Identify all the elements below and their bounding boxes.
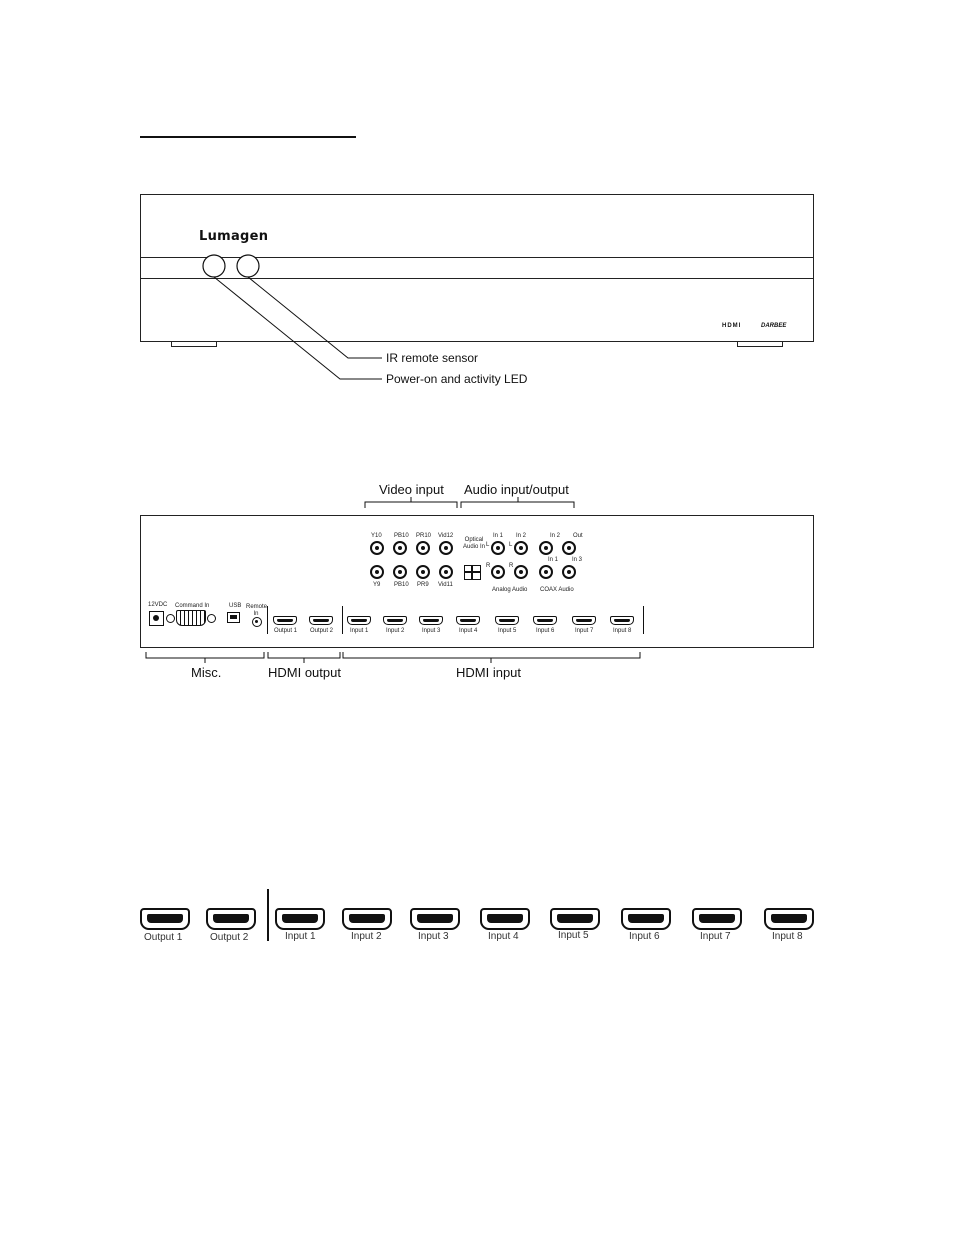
- rear-hdmi-input-8: [610, 616, 634, 625]
- rear-hdmi-label-input-5: Input 5: [498, 628, 517, 634]
- coax-jack-in1: [539, 565, 553, 579]
- rear-hdmi-input-2: [383, 616, 407, 625]
- rear-hdmi-label-input-3: Input 3: [422, 628, 441, 634]
- video-bottom-label-2: PB10: [394, 582, 409, 588]
- serial-port: [176, 610, 206, 626]
- closeup-hdmi-input-1: [275, 908, 325, 930]
- audio-top-label-3: In 2: [550, 533, 561, 539]
- coax-jack-out: [562, 541, 576, 555]
- closeup-hdmi-input-7: [692, 908, 742, 930]
- video-jack-y9: [370, 565, 384, 579]
- video-jack-vid12: [439, 541, 453, 555]
- coax-audio-label: COAX Audio: [540, 587, 574, 593]
- rear-hdmi-input-7: [572, 616, 596, 625]
- video-jack-pb10b: [393, 565, 407, 579]
- coax-jack-in3: [562, 565, 576, 579]
- rear-hdmi-label-input-7: Input 7: [575, 628, 594, 634]
- coax-jack-in2: [539, 541, 553, 555]
- audio-l-label-1: L: [486, 542, 490, 548]
- video-top-label-3: PR10: [416, 533, 432, 539]
- closeup-label-input-3: Input 3: [418, 931, 449, 942]
- video-top-label-2: PB10: [394, 533, 409, 539]
- rear-hdmi-input-4: [456, 616, 480, 625]
- closeup-label-input-8: Input 8: [772, 931, 803, 942]
- optical-jack: [464, 565, 481, 580]
- video-bottom-label-4: Vid11: [438, 582, 453, 588]
- lumagen-logo: Lumagen: [199, 229, 269, 244]
- remote-in-label: Remote In: [246, 604, 268, 617]
- closeup-hdmi-input-3: [410, 908, 460, 930]
- video-top-label-1: Y10: [371, 533, 382, 539]
- audio-jack-in2-r: [514, 565, 528, 579]
- serial-port-screw-right: [207, 614, 216, 623]
- analog-audio-label: Analog Audio: [492, 587, 528, 593]
- closeup-label-input-6: Input 6: [629, 931, 660, 942]
- closeup-label-input-2: Input 2: [351, 931, 382, 942]
- audio-top-label-2: In 2: [516, 533, 527, 539]
- closeup-label-input-4: Input 4: [488, 931, 519, 942]
- audio-top-label-4: Out: [573, 533, 583, 539]
- closeup-label-input-1: Input 1: [285, 931, 316, 942]
- closeup-hdmi-input-4: [480, 908, 530, 930]
- rear-hdmi-output-1: [273, 616, 297, 625]
- audio-top-label-1: In 1: [493, 533, 504, 539]
- rear-divider-1: [267, 606, 268, 634]
- remote-in-jack: [252, 617, 262, 627]
- video-top-label-4: Vid12: [438, 533, 454, 539]
- closeup-hdmi-input-2: [342, 908, 392, 930]
- closeup-hdmi-output-1: [140, 908, 190, 930]
- rear-hdmi-label-output-2: Output 2: [310, 628, 334, 634]
- rear-hdmi-label-input-6: Input 6: [536, 628, 555, 634]
- power-led-label: Power-on and activity LED: [386, 372, 528, 386]
- optical-audio-label: Optical Audio In: [462, 537, 486, 550]
- closeup-hdmi-input-6: [621, 908, 671, 930]
- audio-jack-in1-r: [491, 565, 505, 579]
- closeup-label-output-2: Output 2: [210, 932, 249, 943]
- audio-jack-in1-l: [491, 541, 505, 555]
- misc-group-label: Misc.: [191, 665, 222, 680]
- audio-r-label-1: R: [486, 563, 491, 569]
- rear-divider-3: [643, 606, 644, 634]
- video-bottom-label-1: Y9: [373, 582, 381, 588]
- audio-bottom-label-1: In 1: [548, 557, 559, 563]
- rear-hdmi-input-1: [347, 616, 371, 625]
- video-input-label: Video input: [379, 482, 444, 497]
- audio-r-label-2: R: [509, 563, 514, 569]
- closeup-divider: [267, 889, 269, 941]
- closeup-hdmi-output-2: [206, 908, 256, 930]
- dc-power-jack: [149, 611, 164, 626]
- video-jack-y10: [370, 541, 384, 555]
- audio-bottom-label-2: In 3: [572, 557, 583, 563]
- rear-hdmi-input-5: [495, 616, 519, 625]
- ir-remote-sensor-label: IR remote sensor: [386, 351, 479, 365]
- hdmi-output-bracket: [268, 652, 340, 658]
- closeup-label-output-1: Output 1: [144, 932, 183, 943]
- closeup-hdmi-input-8: [764, 908, 814, 930]
- usb-port: [227, 612, 240, 623]
- rear-hdmi-label-output-1: Output 1: [274, 628, 298, 634]
- hdmi-output-group-label: HDMI output: [268, 665, 341, 680]
- video-jack-vid11: [439, 565, 453, 579]
- video-bracket: [365, 502, 457, 508]
- video-jack-pr9: [416, 565, 430, 579]
- darbee-logo: DARBEE: [761, 323, 787, 329]
- rear-hdmi-output-2: [309, 616, 333, 625]
- hdmi-input-group-label: HDMI input: [456, 665, 522, 680]
- video-bottom-label-3: PR9: [417, 582, 429, 588]
- closeup-hdmi-input-5: [550, 908, 600, 930]
- serial-port-screw-left: [166, 614, 175, 623]
- rear-hdmi-label-input-1: Input 1: [350, 628, 369, 634]
- audio-l-label-2: L: [509, 542, 513, 548]
- audio-bracket: [461, 502, 574, 508]
- hdmi-logo: HDMI: [722, 323, 742, 329]
- rear-hdmi-input-6: [533, 616, 557, 625]
- misc-bracket: [146, 652, 264, 658]
- rear-hdmi-input-3: [419, 616, 443, 625]
- video-jack-pr10: [416, 541, 430, 555]
- closeup-label-input-5: Input 5: [558, 930, 589, 941]
- usb-label: USB: [229, 603, 242, 609]
- rear-hdmi-label-input-8: Input 8: [613, 628, 632, 634]
- video-jack-pb10: [393, 541, 407, 555]
- audio-io-label: Audio input/output: [464, 482, 569, 497]
- rear-divider-2: [342, 606, 343, 634]
- rear-hdmi-label-input-2: Input 2: [386, 628, 405, 634]
- audio-jack-in2-l: [514, 541, 528, 555]
- hdmi-input-bracket: [343, 652, 640, 658]
- closeup-label-input-7: Input 7: [700, 931, 731, 942]
- dc-power-label: 12VDC: [148, 602, 168, 608]
- rear-hdmi-label-input-4: Input 4: [459, 628, 478, 634]
- command-in-label: Command In: [175, 603, 210, 609]
